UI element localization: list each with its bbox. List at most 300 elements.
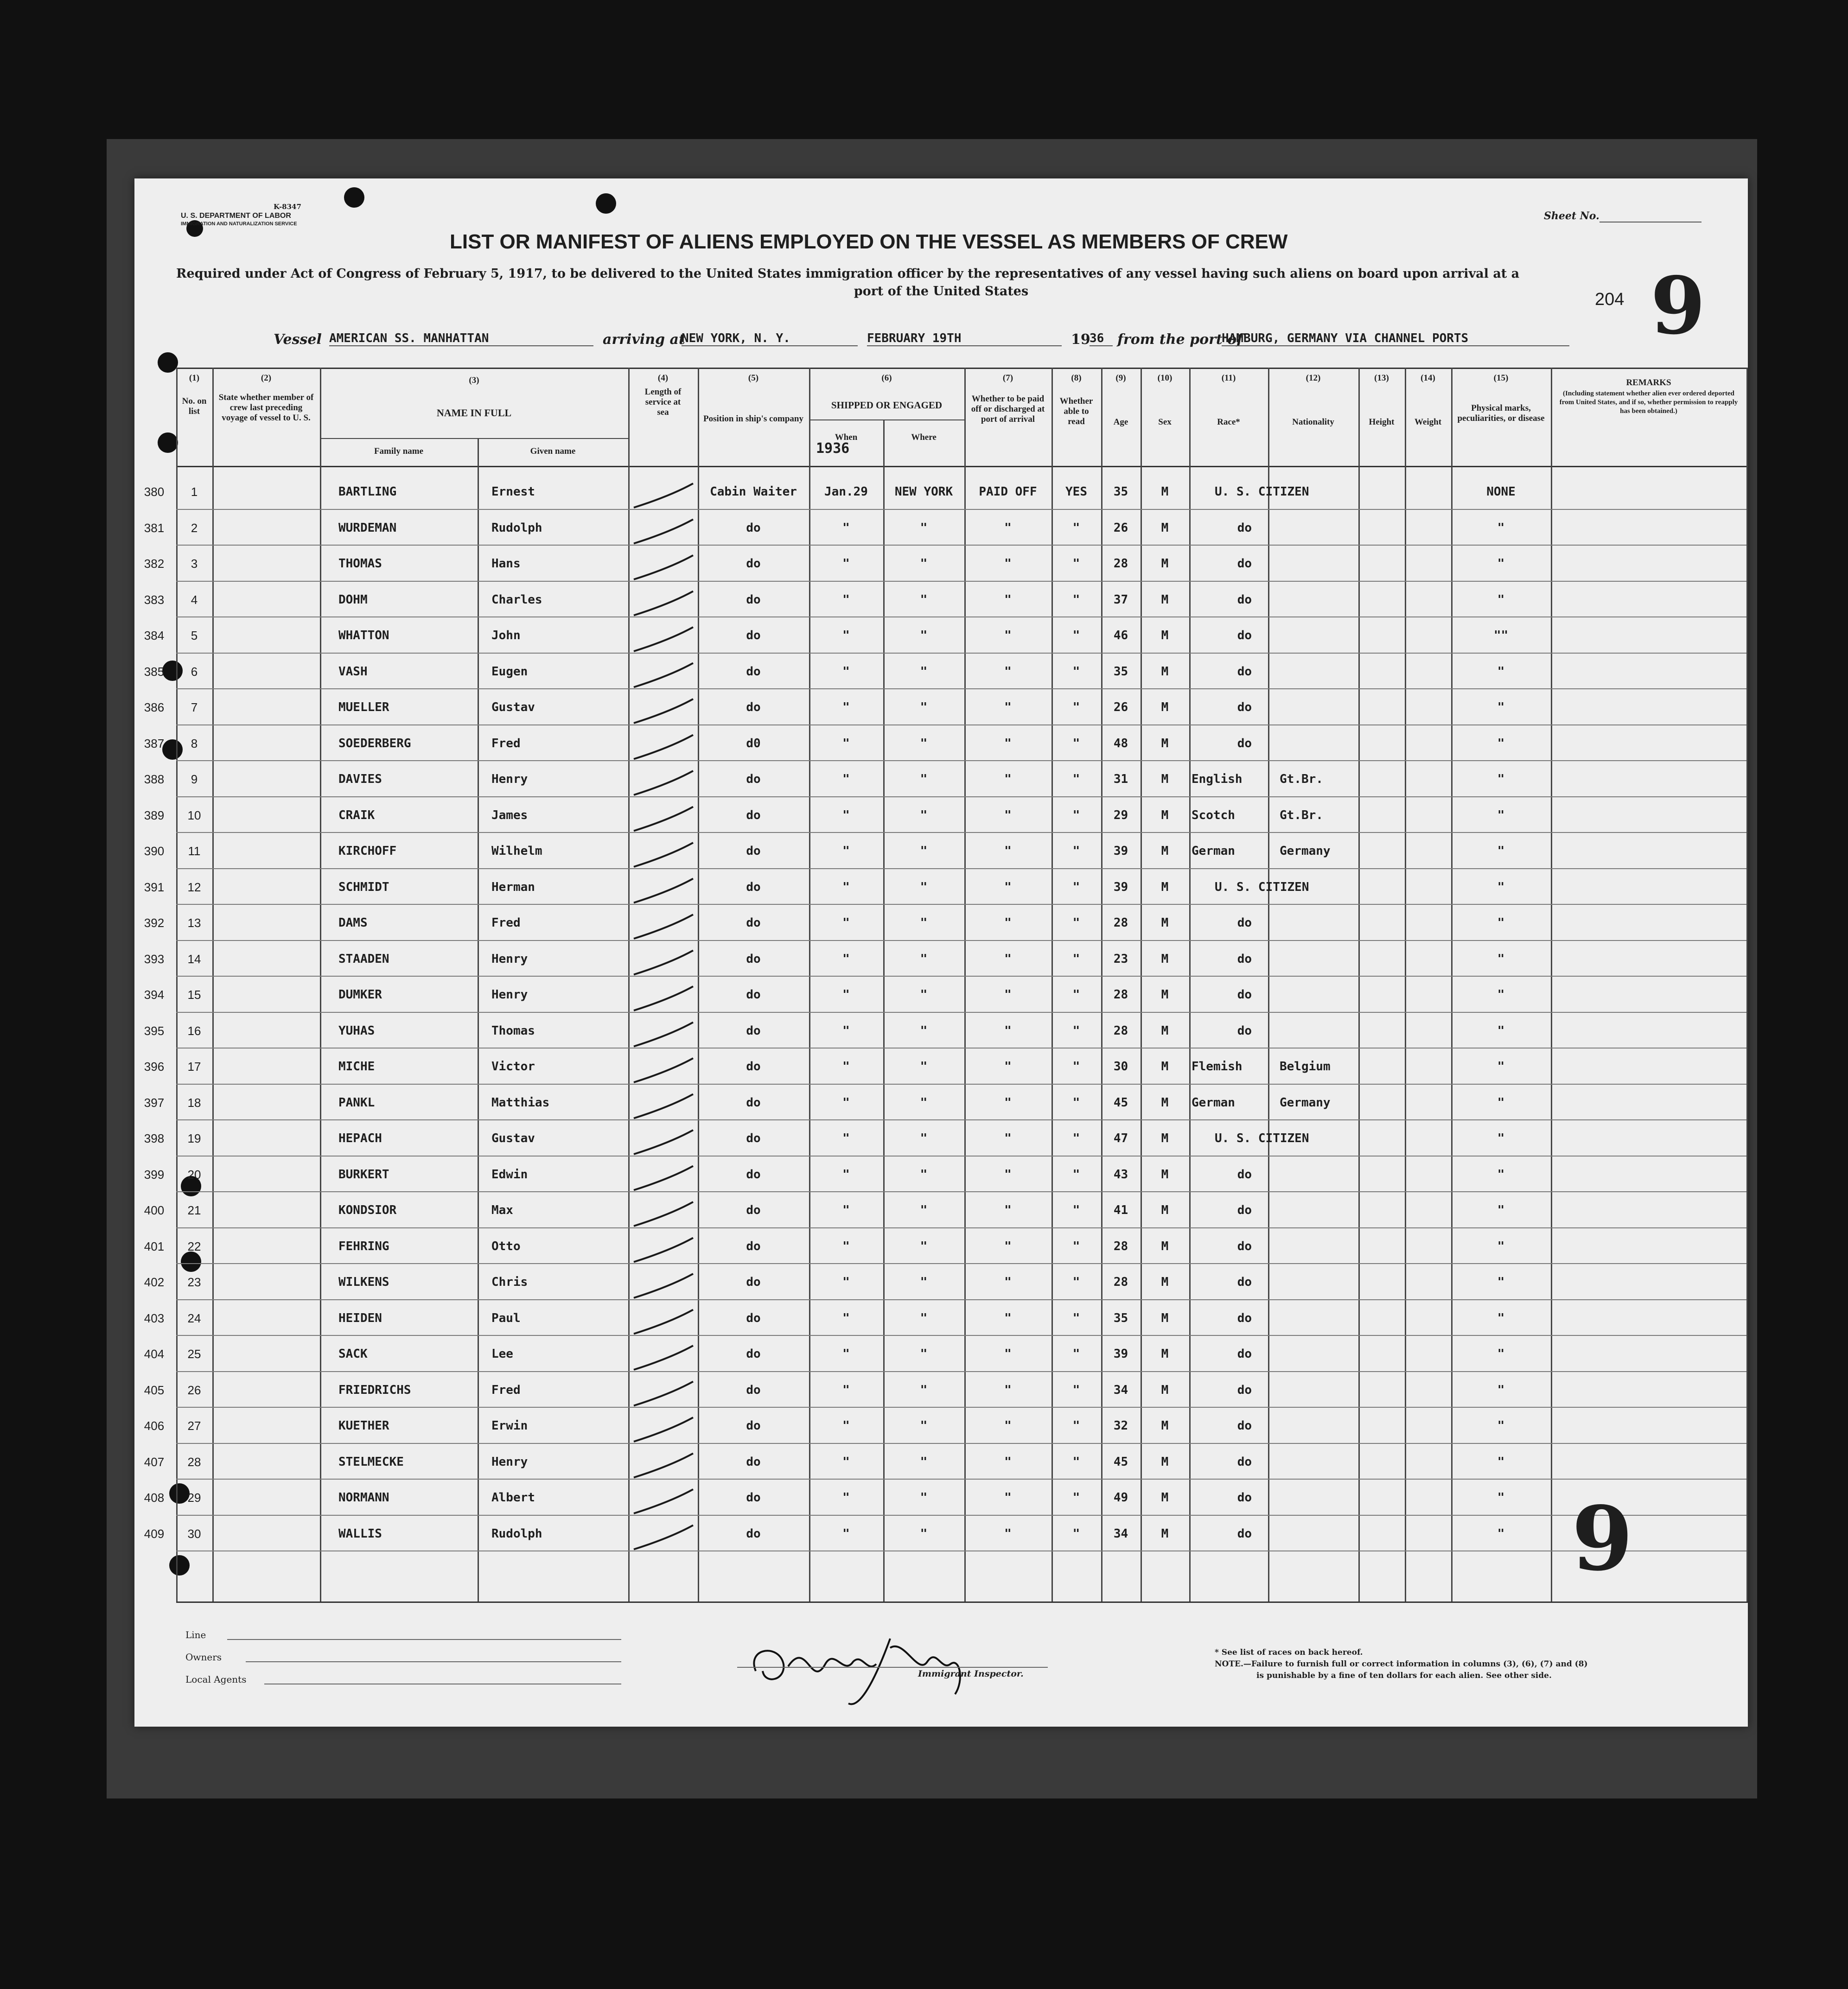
paid-off: " bbox=[1004, 1203, 1012, 1217]
physical-marks: " bbox=[1497, 1491, 1505, 1505]
sex: M bbox=[1161, 844, 1169, 858]
sex: M bbox=[1161, 1023, 1169, 1038]
shipped-where: " bbox=[920, 629, 928, 642]
paid-off: " bbox=[1004, 988, 1012, 1002]
able-to-read: " bbox=[1072, 952, 1080, 966]
physical-marks: " bbox=[1497, 880, 1505, 894]
family-name: WHATTON bbox=[338, 629, 389, 642]
sex: M bbox=[1161, 1239, 1169, 1253]
paid-off: " bbox=[1004, 592, 1012, 607]
row-rule bbox=[176, 1263, 1746, 1264]
able-to-read: " bbox=[1072, 988, 1080, 1002]
service-checkmark bbox=[634, 1130, 693, 1154]
col-line bbox=[1141, 368, 1142, 1601]
able-to-read: " bbox=[1072, 1526, 1080, 1541]
paid-off: " bbox=[1004, 1347, 1012, 1361]
port-label: from the port of bbox=[1117, 331, 1243, 348]
vessel-name: AMERICAN SS. MANHATTAN bbox=[329, 331, 593, 346]
header-remarks: (Including statement whether alien ever ordered deported from United States, and if so, whether permission to reapply has been obtained.) bbox=[1559, 390, 1738, 415]
footer-note-penalty: NOTE.—Failure to furnish full or correct information in columns (3), (6), (7) and (8) bbox=[1215, 1659, 1588, 1669]
race: do bbox=[1237, 1491, 1252, 1505]
nationality: Gt.Br. bbox=[1280, 772, 1323, 786]
able-to-read: " bbox=[1072, 1167, 1080, 1182]
col-num: (15) bbox=[1493, 373, 1509, 383]
paid-off: " bbox=[1004, 1131, 1012, 1145]
family-name: WURDEMAN bbox=[338, 521, 397, 535]
col-line bbox=[1189, 368, 1191, 1601]
race: do bbox=[1237, 592, 1252, 607]
position: do bbox=[746, 808, 761, 822]
age: 32 bbox=[1113, 1419, 1128, 1433]
shipped-when: " bbox=[842, 952, 850, 966]
inspector-label: Immigrant Inspector. bbox=[918, 1669, 1024, 1679]
physical-marks: "" bbox=[1493, 629, 1509, 642]
list-number: 9 bbox=[191, 772, 198, 786]
physical-marks: " bbox=[1497, 1455, 1505, 1469]
family-name: HEPACH bbox=[338, 1131, 382, 1145]
row-rule bbox=[176, 868, 1746, 869]
col-line bbox=[212, 368, 214, 1601]
line-number: 408 bbox=[144, 1491, 165, 1505]
sex: M bbox=[1161, 808, 1169, 822]
sex: M bbox=[1161, 988, 1169, 1002]
sex: M bbox=[1161, 1383, 1169, 1397]
physical-marks: " bbox=[1497, 1095, 1505, 1110]
shipped-when: " bbox=[842, 557, 850, 571]
sex: M bbox=[1161, 952, 1169, 966]
list-number: 1 bbox=[191, 485, 198, 499]
service-checkmark bbox=[634, 1238, 693, 1262]
paid-off: " bbox=[1004, 1167, 1012, 1182]
given-name: Wilhelm bbox=[491, 844, 542, 858]
able-to-read: " bbox=[1072, 1060, 1080, 1074]
physical-marks: " bbox=[1497, 1167, 1505, 1182]
physical-marks: " bbox=[1497, 844, 1505, 858]
given-name: Otto bbox=[491, 1239, 521, 1253]
given-name: Max bbox=[491, 1203, 513, 1217]
physical-marks: " bbox=[1497, 1275, 1505, 1289]
shipped-when: " bbox=[842, 1419, 850, 1433]
given-name: Rudolph bbox=[491, 1526, 542, 1541]
row-rule bbox=[176, 1191, 1746, 1192]
paid-off: " bbox=[1004, 629, 1012, 642]
given-name: Victor bbox=[491, 1060, 535, 1074]
shipped-when: Jan.29 bbox=[824, 485, 868, 499]
position: do bbox=[746, 1419, 761, 1433]
service-checkmark bbox=[634, 771, 693, 795]
age: 26 bbox=[1113, 521, 1128, 535]
shipped-where: " bbox=[920, 664, 928, 679]
paid-off: " bbox=[1004, 1491, 1012, 1505]
race: U. S. CITIZEN bbox=[1215, 485, 1309, 499]
shipped-when: " bbox=[842, 1095, 850, 1110]
line-number: 380 bbox=[144, 485, 165, 499]
shipped-where: " bbox=[920, 521, 928, 535]
race: do bbox=[1237, 557, 1252, 571]
col-line bbox=[1551, 368, 1552, 1601]
sex: M bbox=[1161, 557, 1169, 571]
header-where: Where bbox=[911, 432, 937, 442]
shipped-where: " bbox=[920, 1167, 928, 1182]
row-rule bbox=[176, 1299, 1746, 1300]
manifest-title: LIST OR MANIFEST OF ALIENS EMPLOYED ON THE VESSEL AS MEMBERS OF CREW bbox=[450, 230, 1288, 253]
able-to-read: " bbox=[1072, 629, 1080, 642]
family-name: SCHMIDT bbox=[338, 880, 389, 894]
header-length-of-service: Length of service at sea bbox=[644, 387, 682, 417]
given-name: Fred bbox=[491, 1383, 521, 1397]
age: 35 bbox=[1113, 485, 1128, 499]
service-checkmark bbox=[634, 879, 693, 903]
header-family-name: Family name bbox=[374, 446, 424, 456]
service-checkmark bbox=[634, 699, 693, 723]
family-name: SACK bbox=[338, 1347, 368, 1361]
shipped-where: " bbox=[920, 952, 928, 966]
shipped-when: " bbox=[842, 1239, 850, 1253]
position: do bbox=[746, 1491, 761, 1505]
row-rule bbox=[176, 904, 1746, 905]
family-name: HEIDEN bbox=[338, 1311, 382, 1325]
race: German bbox=[1192, 1095, 1235, 1110]
row-rule bbox=[176, 1335, 1746, 1336]
family-name: NORMANN bbox=[338, 1491, 389, 1505]
line-number: 391 bbox=[144, 880, 165, 894]
race: do bbox=[1237, 988, 1252, 1002]
shipped-when: " bbox=[842, 1275, 850, 1289]
position: do bbox=[746, 557, 761, 571]
footer-owners-label: Owners bbox=[185, 1652, 222, 1663]
line-number: 387 bbox=[144, 736, 165, 750]
table-bottom-border bbox=[176, 1601, 1748, 1603]
physical-marks: " bbox=[1497, 1526, 1505, 1541]
able-to-read: " bbox=[1072, 844, 1080, 858]
table-top-border bbox=[176, 368, 1748, 369]
service-checkmark bbox=[634, 555, 693, 579]
list-number: 20 bbox=[187, 1167, 201, 1182]
service-checkmark bbox=[634, 1454, 693, 1478]
able-to-read: " bbox=[1072, 592, 1080, 607]
stamp-number: 204 bbox=[1595, 290, 1625, 309]
race: do bbox=[1237, 1526, 1252, 1541]
service-checkmark bbox=[634, 1058, 693, 1082]
arrival-date: FEBRUARY 19TH bbox=[867, 331, 1062, 346]
row-rule bbox=[176, 940, 1746, 941]
family-name: BURKERT bbox=[338, 1167, 389, 1182]
position: d0 bbox=[746, 736, 761, 750]
able-to-read: " bbox=[1072, 1275, 1080, 1289]
col-line bbox=[1451, 368, 1453, 1601]
physical-marks: " bbox=[1497, 736, 1505, 750]
able-to-read: " bbox=[1072, 808, 1080, 822]
family-name: KIRCHOFF bbox=[338, 844, 397, 858]
family-name: DUMKER bbox=[338, 988, 382, 1002]
shipped-when: " bbox=[842, 844, 850, 858]
able-to-read: " bbox=[1072, 736, 1080, 750]
header-physical-marks: Physical marks, peculiarities, or disease bbox=[1457, 403, 1545, 423]
given-name: Gustav bbox=[491, 700, 535, 714]
list-number: 23 bbox=[187, 1275, 201, 1289]
name-subheader-line bbox=[320, 438, 628, 439]
family-name: DAVIES bbox=[338, 772, 382, 786]
paid-off: " bbox=[1004, 557, 1012, 571]
shipped-where: " bbox=[920, 772, 928, 786]
service-checkmark bbox=[634, 1382, 693, 1406]
race: do bbox=[1237, 736, 1252, 750]
position: do bbox=[746, 880, 761, 894]
family-name: MUELLER bbox=[338, 700, 389, 714]
shipped-when: " bbox=[842, 1167, 850, 1182]
able-to-read: " bbox=[1072, 1239, 1080, 1253]
col-line bbox=[1268, 368, 1269, 1601]
footer-note-fine: is punishable by a fine of ten dollars for each alien. See other side. bbox=[1256, 1671, 1552, 1680]
position: do bbox=[746, 772, 761, 786]
row-rule bbox=[176, 976, 1746, 977]
physical-marks: " bbox=[1497, 521, 1505, 535]
shipped-subheader-line bbox=[809, 419, 964, 420]
age: 46 bbox=[1113, 629, 1128, 642]
header-sex: Sex bbox=[1158, 417, 1172, 427]
paid-off: " bbox=[1004, 1239, 1012, 1253]
sex: M bbox=[1161, 521, 1169, 535]
col-line bbox=[1358, 368, 1360, 1601]
list-number: 26 bbox=[187, 1383, 201, 1397]
line-number: 409 bbox=[144, 1526, 165, 1541]
paid-off: " bbox=[1004, 772, 1012, 786]
race: do bbox=[1237, 1455, 1252, 1469]
line-number: 388 bbox=[144, 772, 165, 786]
line-number: 382 bbox=[144, 557, 165, 571]
sex: M bbox=[1161, 1526, 1169, 1541]
physical-marks: " bbox=[1497, 1419, 1505, 1433]
service-checkmark bbox=[634, 1489, 693, 1513]
col-num: (10) bbox=[1157, 373, 1173, 383]
age: 45 bbox=[1113, 1095, 1128, 1110]
position: do bbox=[746, 1275, 761, 1289]
shipped-where: " bbox=[920, 1455, 928, 1469]
position: do bbox=[746, 1311, 761, 1325]
row-rule bbox=[176, 1227, 1746, 1228]
col-num: (2) bbox=[261, 373, 272, 383]
shipped-where: " bbox=[920, 557, 928, 571]
sex: M bbox=[1161, 629, 1169, 642]
shipped-where: " bbox=[920, 1491, 928, 1505]
physical-marks: " bbox=[1497, 916, 1505, 930]
race: do bbox=[1237, 664, 1252, 679]
able-to-read: " bbox=[1072, 1455, 1080, 1469]
shipped-when: " bbox=[842, 988, 850, 1002]
paid-off: " bbox=[1004, 916, 1012, 930]
list-number: 21 bbox=[187, 1203, 201, 1217]
row-rule bbox=[176, 616, 1746, 617]
able-to-read: " bbox=[1072, 1023, 1080, 1038]
shipped-when: " bbox=[842, 592, 850, 607]
line-number: 393 bbox=[144, 952, 165, 966]
age: 48 bbox=[1113, 736, 1128, 750]
service-checkmark bbox=[634, 843, 693, 867]
punch-hole bbox=[158, 432, 178, 453]
race: do bbox=[1237, 1275, 1252, 1289]
position: do bbox=[746, 1023, 761, 1038]
sheet-number-bottom: 9 bbox=[1572, 1487, 1633, 1590]
shipped-where: " bbox=[920, 1131, 928, 1145]
position: do bbox=[746, 592, 761, 607]
paid-off: " bbox=[1004, 880, 1012, 894]
row-rule bbox=[176, 1371, 1746, 1372]
able-to-read: YES bbox=[1065, 485, 1087, 499]
age: 43 bbox=[1113, 1167, 1128, 1182]
shipped-where: " bbox=[920, 700, 928, 714]
given-name: Matthias bbox=[491, 1095, 550, 1110]
race: do bbox=[1237, 629, 1252, 642]
header-weight: Weight bbox=[1414, 417, 1442, 427]
row-rule bbox=[176, 1048, 1746, 1049]
position: do bbox=[746, 1347, 761, 1361]
line-number: 400 bbox=[144, 1203, 165, 1217]
position: do bbox=[746, 1095, 761, 1110]
row-rule bbox=[176, 1407, 1746, 1408]
col-line bbox=[478, 438, 479, 1601]
able-to-read: " bbox=[1072, 1311, 1080, 1325]
form-id: K-8347 bbox=[274, 203, 301, 211]
able-to-read: " bbox=[1072, 1347, 1080, 1361]
position: do bbox=[746, 1167, 761, 1182]
age: 45 bbox=[1113, 1455, 1128, 1469]
service-checkmark bbox=[634, 1166, 693, 1190]
shipped-where: " bbox=[920, 880, 928, 894]
line-number: 399 bbox=[144, 1167, 165, 1182]
shipped-when: " bbox=[842, 1311, 850, 1325]
row-rule bbox=[176, 688, 1746, 689]
footer-note-races: * See list of races on back hereof. bbox=[1215, 1648, 1363, 1657]
paid-off: " bbox=[1004, 1060, 1012, 1074]
paid-off: " bbox=[1004, 736, 1012, 750]
shipped-when: " bbox=[842, 1491, 850, 1505]
sex: M bbox=[1161, 1167, 1169, 1182]
shipped-when: " bbox=[842, 880, 850, 894]
header-height: Height bbox=[1369, 417, 1395, 427]
position: do bbox=[746, 629, 761, 642]
list-number: 8 bbox=[191, 736, 198, 750]
age: 39 bbox=[1113, 1347, 1128, 1361]
shipped-when: " bbox=[842, 700, 850, 714]
paid-off: " bbox=[1004, 952, 1012, 966]
header-race: Race* bbox=[1217, 417, 1240, 427]
paid-off: " bbox=[1004, 844, 1012, 858]
paid-off: " bbox=[1004, 664, 1012, 679]
position: do bbox=[746, 521, 761, 535]
list-number: 29 bbox=[187, 1491, 201, 1505]
given-name: Lee bbox=[491, 1347, 513, 1361]
line-number: 407 bbox=[144, 1455, 165, 1469]
row-rule bbox=[176, 724, 1746, 725]
shipped-where: " bbox=[920, 1095, 928, 1110]
shipped-when: " bbox=[842, 1060, 850, 1074]
shipped-when: " bbox=[842, 1131, 850, 1145]
shipped-where: " bbox=[920, 592, 928, 607]
given-name: Herman bbox=[491, 880, 535, 894]
service-checkmark bbox=[634, 1346, 693, 1370]
sex: M bbox=[1161, 485, 1169, 499]
service-checkmark bbox=[634, 591, 693, 616]
age: 49 bbox=[1113, 1491, 1128, 1505]
col-num: (11) bbox=[1221, 373, 1236, 383]
paid-off: " bbox=[1004, 1095, 1012, 1110]
footer-agents-field bbox=[264, 1683, 621, 1684]
sex: M bbox=[1161, 1491, 1169, 1505]
list-number: 15 bbox=[187, 988, 201, 1002]
family-name: CRAIK bbox=[338, 808, 375, 822]
shipped-when: " bbox=[842, 772, 850, 786]
footer-line-label: Line bbox=[185, 1629, 206, 1640]
list-number: 22 bbox=[187, 1239, 201, 1253]
service-checkmark bbox=[634, 915, 693, 939]
service-checkmark bbox=[634, 663, 693, 687]
list-number: 6 bbox=[191, 664, 198, 679]
age: 34 bbox=[1113, 1526, 1128, 1541]
service-checkmark bbox=[634, 1094, 693, 1118]
race: do bbox=[1237, 1311, 1252, 1325]
list-number: 11 bbox=[188, 844, 201, 858]
age: 39 bbox=[1113, 880, 1128, 894]
nationality: Germany bbox=[1280, 844, 1331, 858]
able-to-read: " bbox=[1072, 1095, 1080, 1110]
position: do bbox=[746, 1131, 761, 1145]
physical-marks: " bbox=[1497, 952, 1505, 966]
shipped-when: " bbox=[842, 808, 850, 822]
age: 28 bbox=[1113, 557, 1128, 571]
physical-marks: " bbox=[1497, 700, 1505, 714]
family-name: DAMS bbox=[338, 916, 368, 930]
service-checkmark bbox=[634, 627, 693, 651]
given-name: Henry bbox=[491, 988, 528, 1002]
shipped-when: " bbox=[842, 1023, 850, 1038]
age: 28 bbox=[1113, 916, 1128, 930]
family-name: BARTLING bbox=[338, 485, 397, 499]
position: do bbox=[746, 844, 761, 858]
paid-off: " bbox=[1004, 700, 1012, 714]
sex: M bbox=[1161, 664, 1169, 679]
list-number: 27 bbox=[187, 1419, 201, 1433]
family-name: WALLIS bbox=[338, 1526, 382, 1541]
sheet-no-line bbox=[1599, 221, 1701, 222]
row-rule bbox=[176, 1515, 1746, 1516]
position: do bbox=[746, 952, 761, 966]
col-num: (14) bbox=[1421, 373, 1435, 383]
list-number: 7 bbox=[191, 700, 198, 714]
row-rule bbox=[176, 1443, 1746, 1444]
col-num: (12) bbox=[1306, 373, 1321, 383]
position: do bbox=[746, 988, 761, 1002]
shipped-where: " bbox=[920, 736, 928, 750]
inspector-line bbox=[737, 1666, 1048, 1668]
given-name: James bbox=[491, 808, 528, 822]
nationality: Gt.Br. bbox=[1280, 808, 1323, 822]
physical-marks: " bbox=[1497, 664, 1505, 679]
race: Scotch bbox=[1192, 808, 1235, 822]
family-name: KONDSIOR bbox=[338, 1203, 397, 1217]
age: 41 bbox=[1113, 1203, 1128, 1217]
given-name: Henry bbox=[491, 1455, 528, 1469]
paid-off: PAID OFF bbox=[979, 485, 1037, 499]
col-num: (13) bbox=[1374, 373, 1389, 383]
position: do bbox=[746, 1060, 761, 1074]
service-checkmark bbox=[634, 1417, 693, 1442]
physical-marks: " bbox=[1497, 1239, 1505, 1253]
sex: M bbox=[1161, 1060, 1169, 1074]
list-number: 5 bbox=[191, 629, 198, 642]
service-checkmark bbox=[634, 1310, 693, 1334]
punch-hole bbox=[596, 193, 616, 214]
line-number: 389 bbox=[144, 808, 165, 822]
